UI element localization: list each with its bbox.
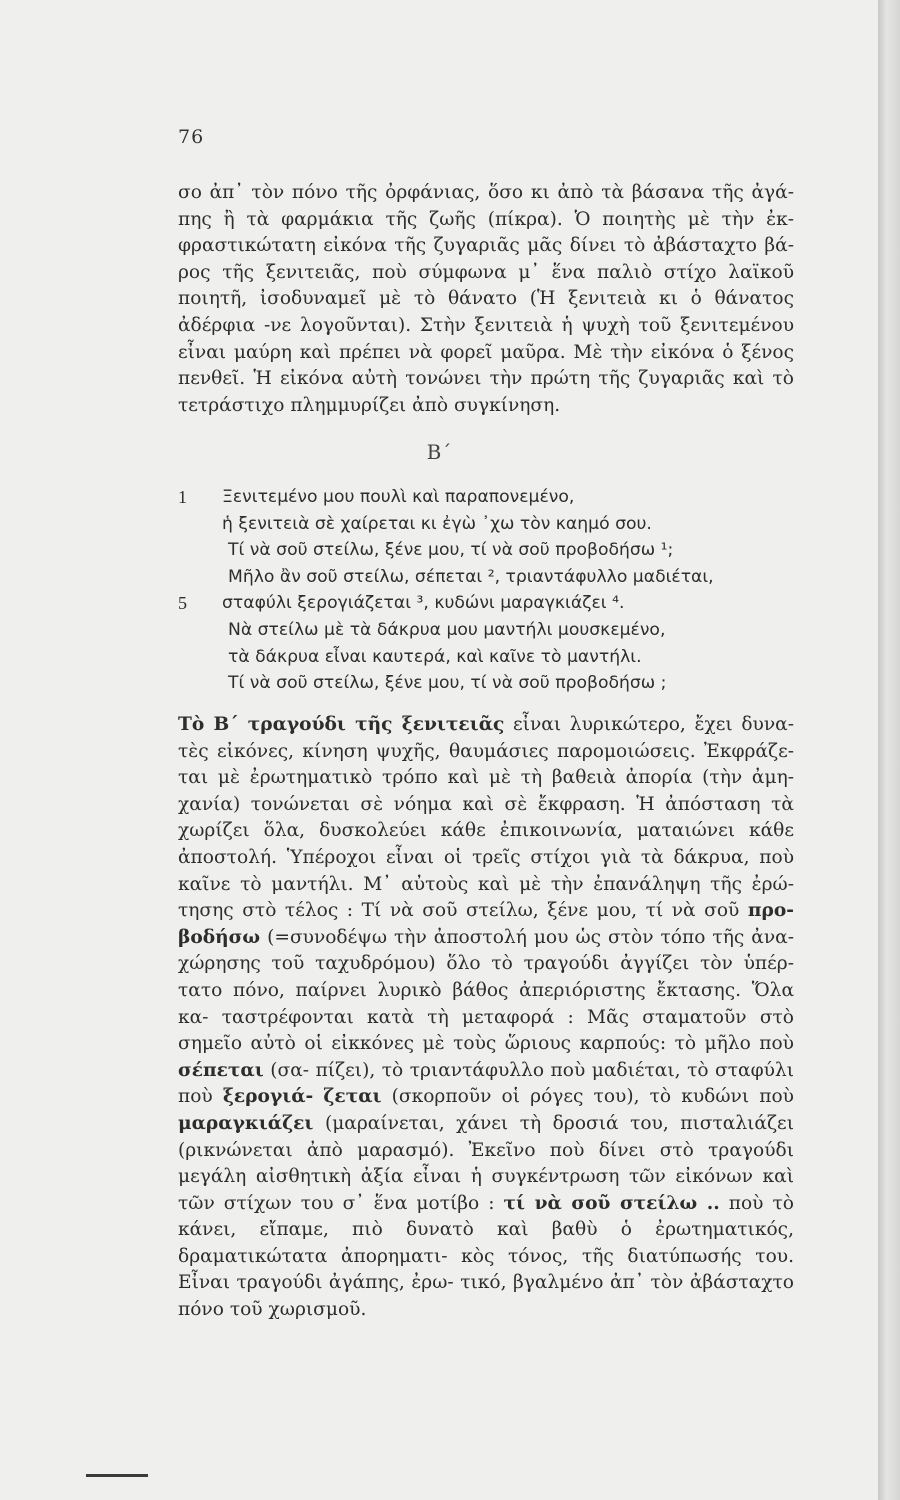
text-run: (σκορποῦν οἱ ρόγες του), τὸ κυδώνι ποὺ <box>381 1086 794 1108</box>
text-run: τησης στὸ τέλος : Τί νὰ σοῦ στείλω, ξένε μου, τί νὰ σοῦ <box>178 900 748 922</box>
text-line: ποιητῆ, ἰσοδυναμεῖ μὲ τὸ θάνατο (Ἡ ξενιτειὰ κι ὁ θάνατος <box>178 288 794 310</box>
intro-paragraph <box>178 180 794 419</box>
text-line: ἀξία εἶναι ἡ συγκέντρωση τῶν εἰκόνων καὶ τῶν στίχων του <box>178 1166 794 1214</box>
poem-line-text: Τί νὰ σοῦ στείλω, ξένε μου, τί νὰ σοῦ προβοδήσω ; <box>228 673 667 694</box>
section-heading: Β΄ <box>426 440 452 464</box>
text-line: ἀδέρφια -νε λογοῦνται). Στὴν ξενιτειὰ ἡ ψυχὴ τοῦ ξενιτεμένου <box>178 314 794 336</box>
poem-line <box>178 564 798 591</box>
text-line: ἀποστολή. Ὑπέροχοι εἶναι οἱ τρεῖς στίχοι γιὰ τὰ δάκρυα, ποὺ <box>178 846 794 868</box>
bold-phrase: Τὸ Β΄ τραγούδι τῆς ξενιτειᾶς <box>178 714 505 735</box>
text-line: καῖνε τὸ μαντήλι. Μ᾽ αὐτοὺς καὶ μὲ τὴν ἐπανάληψη τῆς ἐρώ- <box>178 873 794 895</box>
text-line: πενθεῖ. Ἡ εἰκόνα αὐτὴ τονώνει τὴν πρώτη τῆς ζυγαριᾶς καὶ <box>178 368 765 390</box>
poem-line-text: Τί νὰ σοῦ στείλω, ξένε μου, τί νὰ σοῦ προβοδήσω ¹; <box>228 540 674 561</box>
line-number: 5 <box>178 593 187 614</box>
bold-phrase: ξερογιά- <box>222 1086 314 1108</box>
text-line: εἶναι μαύρη καὶ πρέπει νὰ φορεῖ μαῦρα. Μὲ τὴν εἰκόνα ὁ ξένος <box>178 341 794 363</box>
text-line: τικό, βγαλμένο ἀπ᾽ τὸν ἀβάσταχτο πόνο τοῦ χωρισμοῦ. <box>178 1272 794 1321</box>
poem-line-text: Μῆλο ἂν σοῦ στείλω, σέπεται ², τριαντάφυλλο μαδιέται, <box>228 566 714 587</box>
text-line: χωρίζει ὅλα, δυσκολεύει κάθε ἐπικοινωνία, ματαιώνει κάθε <box>178 820 794 842</box>
text-line: φραστικώτατη εἰκόνα τῆς ζυγαριᾶς μᾶς δίνει τὸ ἀβάσταχτο βά- <box>178 235 794 257</box>
bold-phrase: βοδήσω <box>178 926 261 948</box>
poem-line-text: Νὰ στείλω μὲ τὰ δάκρυα μου μαντήλι μουσκεμένο, <box>228 619 666 640</box>
poem-line <box>178 484 798 511</box>
bold-phrase: προ- <box>747 900 794 922</box>
poem-line <box>178 537 798 564</box>
poem-line <box>178 511 798 538</box>
poem-line-text: ἡ ξενιτειὰ σὲ χαίρεται κι ἐγὼ ᾽χω τὸν καημό σου. <box>222 513 652 534</box>
text-run: εἶναι λυρικώτερο, ἔχει δυνα- <box>504 714 794 735</box>
line-number: 1 <box>178 487 187 507</box>
text-line: τατο πόνο, παίρνει λυρικὸ βάθος ἀπεριόριστης ἔκτασης. Ὅλα κα- <box>178 979 794 1028</box>
poem-line <box>178 617 798 644</box>
text-run: οἱ εἰκκόνες μὲ τοὺς ὥριους καρπούς: τὸ μῆλο ποὺ <box>304 1033 794 1055</box>
text-run: σ᾽ ἕνα μοτίβο : <box>342 1192 504 1214</box>
poem-line-text: Ξενιτεμένο μου πουλὶ καὶ παραπονεμένο, <box>222 487 575 507</box>
poem-line-text: σταφύλι ξερογιάζεται ³, κυδώνι μαραγκιάζει ⁴. <box>222 593 625 614</box>
text-line: πης ἢ τὰ φαρμάκια τῆς ζωῆς (πίκρα). Ὁ ποιητὴς μὲ τὴν ἐκ- <box>178 208 794 230</box>
text-run: (=συνοδέψω τὴν ἀποστολή μου ὡς στὸν τόπο τῆς ἀνα- <box>260 926 794 948</box>
bold-phrase: τί νὰ σοῦ στείλω .. <box>503 1192 720 1214</box>
text-run: ποὺ τὸ κάνει, εἴπαμε, πιὸ <box>178 1192 794 1241</box>
text-line: κὸς τόνος, τῆς διατύπωσής του. Εἶναι τραγούδι ἀγάπης, ἐρω- <box>178 1245 794 1294</box>
text-run: (σα- <box>263 1059 310 1081</box>
bold-phrase: ζεται <box>323 1086 382 1108</box>
poem-block <box>178 484 798 697</box>
text-line: σο ἀπ᾽ τὸν πόνο τῆς ὀρφάνιας, ὅσο κι ἀπὸ τὰ βάσανα τῆς ἀγά- <box>178 182 794 203</box>
bold-phrase: σέπεται <box>178 1059 264 1081</box>
bold-phrase: μαραγκιάζει <box>178 1112 314 1134</box>
text-run: πίζει), τὸ τριαντάφυλλο ποὺ μαδιέται, τὸ σταφύλι ποὺ <box>178 1059 794 1108</box>
text-line: μαρασμό). Ἐκεῖνο ποὺ δίνει στὸ τραγούδι μεγάλη αἰσθητικὴ <box>178 1139 794 1188</box>
text-line: ρος τῆς ξενιτειᾶς, ποὺ σύμφωνα μ᾽ ἕνα παλιὸ στίχο λαϊκοῦ <box>178 261 794 283</box>
text-line: χανία) τονώνεται σὲ νόημα καὶ σὲ ἔκφραση. Ἡ ἀπόσταση τὰ <box>178 793 794 815</box>
text-line: ταστρέφονται κατὰ τὴ μεταφορά : Μᾶς σταματοῦν στὸ σημεῖο αὐτὸ <box>178 1006 794 1055</box>
text-line: ται μὲ ἐρωτηματικὸ τρόπο καὶ μὲ τὴ βαθειὰ ἀπορία (τὴν ἀμη- <box>178 767 794 789</box>
page-number: 76 <box>178 126 205 148</box>
text-line: (μαραίνεται, χάνει τὴ δροσιά του, πισταλιάζει (ρικνώνεται ἀπὸ <box>178 1112 794 1161</box>
poem-line <box>178 590 798 617</box>
poem-line <box>178 670 798 697</box>
poem-line-text: τὰ δάκρυα εἶναι καυτερά, καὶ καῖνε τὸ μαντήλι. <box>228 646 642 667</box>
text-line: χώρησης τοῦ ταχυδρόμου) ὅλο τὸ τραγούδι ἀγγίζει τὸν ὑπέρ- <box>178 953 794 975</box>
text-line: τὲς εἰκόνες, κίνηση ψυχῆς, θαυμάσιες παρομοιώσεις. Ἐκφράζε- <box>178 740 794 762</box>
footer-rule <box>86 1474 148 1477</box>
poem-line <box>178 644 798 671</box>
commentary-paragraph <box>178 712 794 1324</box>
text-line: τὸ τετράστιχο πλημμυρίζει ἀπὸ συγκίνηση. <box>178 368 794 416</box>
page-edge <box>878 0 900 1500</box>
text-line: δυνατὸ καὶ βαθὺ ὁ ἐρωτηματικός, δραματικώτατα ἀπορηματι- <box>178 1219 794 1267</box>
